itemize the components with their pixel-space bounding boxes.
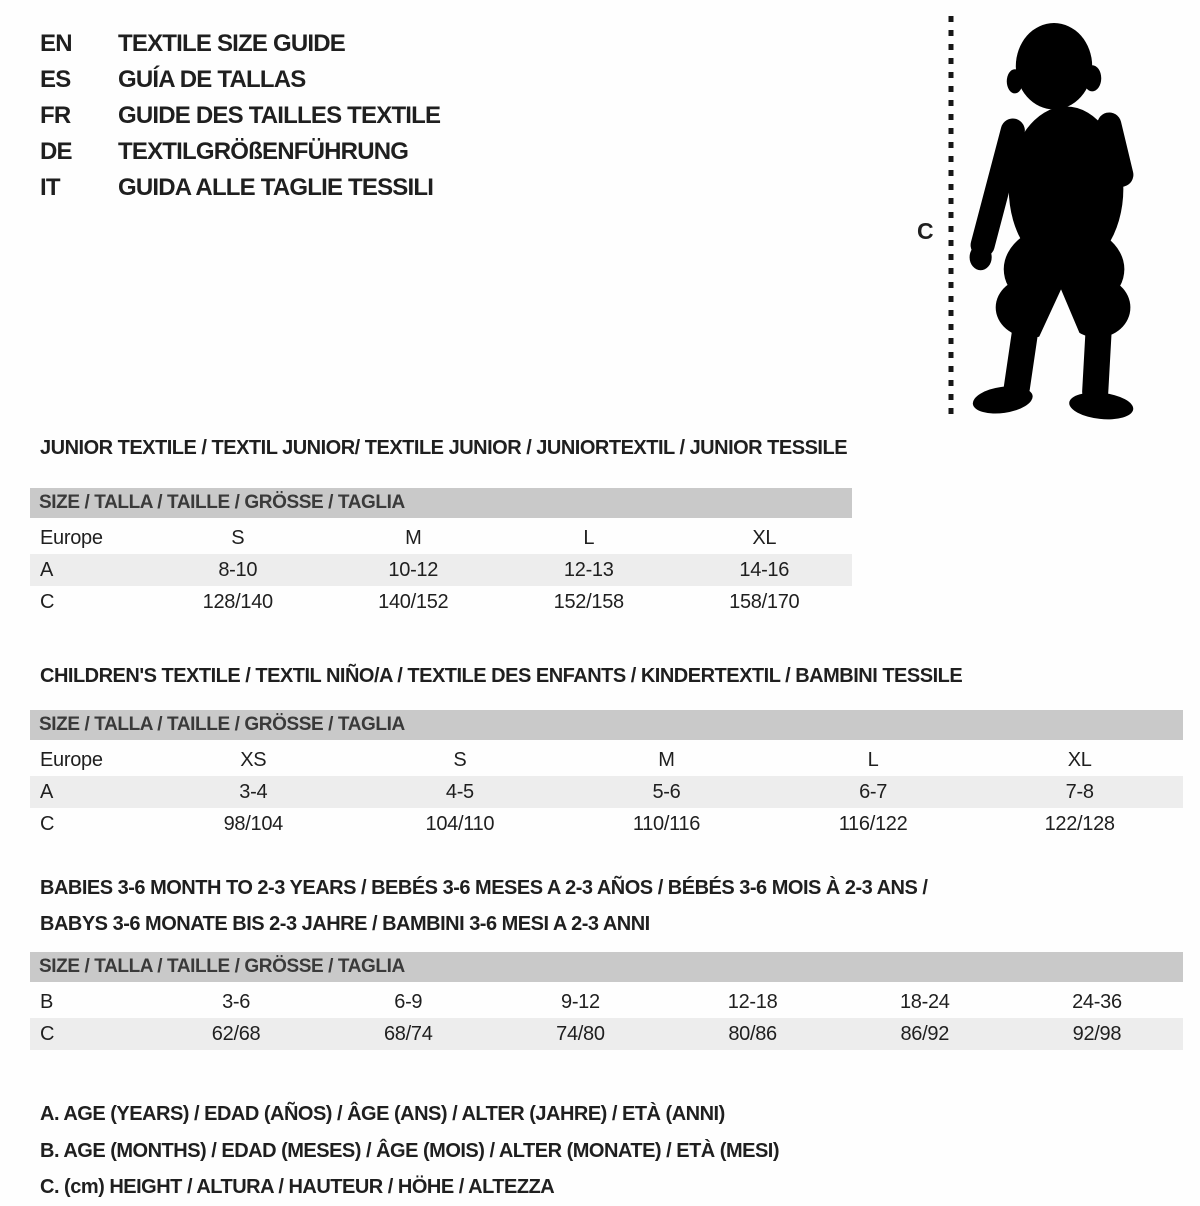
size-cell: XL — [752, 527, 777, 549]
size-cell: 3-6 — [222, 991, 251, 1013]
legend-line: B. AGE (MONTHS) / EDAD (MESES) / ÂGE (MOIS) / ALTER (MONATE) / ETÀ (MESI) — [40, 1139, 780, 1162]
size-cell: 122/128 — [1044, 813, 1115, 835]
section-title: BABIES 3-6 MONTH TO 2-3 YEARS / BEBÉS 3-6 MESES A 2-3 AÑOS / BÉBÉS 3-6 MOIS À 2-3 ANS / BABYS 3-6 MONATE BIS 2-3 JAHRE / BAMBINI 3-6 MESI A 2-3 ANNI — [40, 877, 928, 935]
row-label: Europe — [40, 527, 103, 549]
table-rows — [30, 986, 1183, 1050]
row-label: C — [40, 813, 55, 835]
size-table — [30, 952, 1183, 1050]
size-cell: 104/110 — [425, 813, 495, 835]
language-code: FR — [40, 102, 71, 129]
size-cell: 6-7 — [859, 781, 888, 803]
row-label: C — [40, 591, 55, 613]
table-rows — [30, 744, 1183, 840]
size-cell: 92/98 — [1072, 1023, 1122, 1045]
size-section — [30, 870, 1183, 1050]
size-cell: 6-9 — [394, 991, 423, 1013]
size-cell: S — [453, 749, 467, 771]
legend-line: C. (cm) HEIGHT / ALTURA / HAUTEUR / HÖHE / ALTEZZA — [40, 1176, 555, 1198]
language-code: DE — [40, 138, 72, 165]
size-section — [30, 430, 1183, 618]
table-row — [30, 776, 1183, 808]
row-label: Europe — [40, 749, 103, 771]
size-cell: 10-12 — [388, 559, 439, 581]
table-row — [30, 586, 852, 618]
language-row — [40, 62, 440, 98]
size-cell: M — [658, 749, 675, 771]
size-cell: L — [867, 749, 879, 771]
size-cell: 5-6 — [652, 781, 681, 803]
size-cell: 80/86 — [728, 1023, 777, 1045]
size-cell: XL — [1067, 749, 1092, 771]
table-row — [30, 744, 1183, 776]
section-title: CHILDREN'S TEXTILE / TEXTIL NIÑO/A / TEXTILE DES ENFANTS / KINDERTEXTIL / BAMBINI TESSILE — [40, 665, 963, 687]
size-table — [30, 710, 1183, 840]
height-figure — [905, 12, 1195, 424]
size-cell: 8-10 — [218, 559, 258, 581]
table-header-bar: SIZE / TALLA / TAILLE / GRÖSSE / TAGLIA — [30, 710, 1183, 740]
size-cell: 4-5 — [445, 781, 474, 803]
size-cell: XS — [240, 749, 267, 771]
size-cell: 140/152 — [378, 591, 449, 613]
size-cell: 86/92 — [900, 1023, 950, 1045]
language-title-list — [40, 26, 440, 206]
guide-title: TEXTILGRÖßENFÜHRUNG — [118, 138, 409, 165]
size-cell: 12-13 — [563, 559, 614, 581]
guide-title: GUIDA ALLE TAGLIE TESSILI — [118, 174, 434, 201]
size-guide-content — [30, 430, 1183, 1206]
height-measure-label: C — [917, 218, 934, 244]
language-row — [40, 98, 440, 134]
table-row — [30, 554, 852, 586]
size-cell: 9-12 — [561, 991, 600, 1013]
size-cell: 152/158 — [553, 591, 624, 613]
size-cell: 7-8 — [1065, 781, 1094, 803]
measurement-legend — [30, 1096, 1183, 1206]
size-cell: 116/122 — [838, 813, 908, 835]
size-cell: 98/104 — [223, 813, 283, 835]
size-cell: 158/170 — [729, 591, 800, 613]
language-code: IT — [40, 174, 60, 201]
guide-title: TEXTILE SIZE GUIDE — [118, 30, 345, 57]
table-rows — [30, 522, 852, 618]
language-row — [40, 170, 440, 206]
size-section — [30, 658, 1183, 840]
size-cell: 12-18 — [727, 991, 778, 1013]
size-cell: L — [583, 527, 595, 549]
language-code: ES — [40, 66, 71, 93]
size-cell: 62/68 — [211, 1023, 261, 1045]
language-row — [40, 26, 440, 62]
table-header-bar: SIZE / TALLA / TAILLE / GRÖSSE / TAGLIA — [30, 952, 1183, 982]
height-dashed-line — [945, 14, 957, 420]
table-header-bar: SIZE / TALLA / TAILLE / GRÖSSE / TAGLIA — [30, 488, 852, 518]
size-cell: 74/80 — [556, 1023, 605, 1045]
section-title: JUNIOR TEXTILE / TEXTIL JUNIOR/ TEXTILE JUNIOR / JUNIORTEXTIL / JUNIOR TESSILE — [40, 437, 848, 459]
guide-title: GUÍA DE TALLAS — [118, 66, 306, 93]
language-row — [40, 134, 440, 170]
table-row — [30, 1018, 1183, 1050]
table-row — [30, 522, 852, 554]
size-table — [30, 488, 852, 618]
table-row — [30, 986, 1183, 1018]
size-cell: S — [231, 527, 245, 549]
size-cell: 110/116 — [632, 813, 701, 835]
row-label: A — [40, 781, 54, 803]
size-cell: 24-36 — [1072, 991, 1122, 1013]
row-label: B — [40, 991, 54, 1013]
toddler-silhouette-icon — [968, 18, 1140, 420]
row-label: A — [40, 559, 54, 581]
size-cell: M — [405, 527, 422, 549]
table-row — [30, 808, 1183, 840]
guide-title: GUIDE DES TAILLES TEXTILE — [118, 102, 441, 129]
language-code: EN — [40, 30, 72, 57]
size-cell: 68/74 — [383, 1023, 433, 1045]
size-cell: 18-24 — [899, 991, 950, 1013]
size-cell: 128/140 — [202, 591, 273, 613]
row-label: C — [40, 1023, 55, 1045]
size-cell: 3-4 — [239, 781, 268, 803]
size-cell: 14-16 — [739, 559, 790, 581]
legend-line: A. AGE (YEARS) / EDAD (AÑOS) / ÂGE (ANS) / ALTER (JAHRE) / ETÀ (ANNI) — [40, 1103, 725, 1125]
